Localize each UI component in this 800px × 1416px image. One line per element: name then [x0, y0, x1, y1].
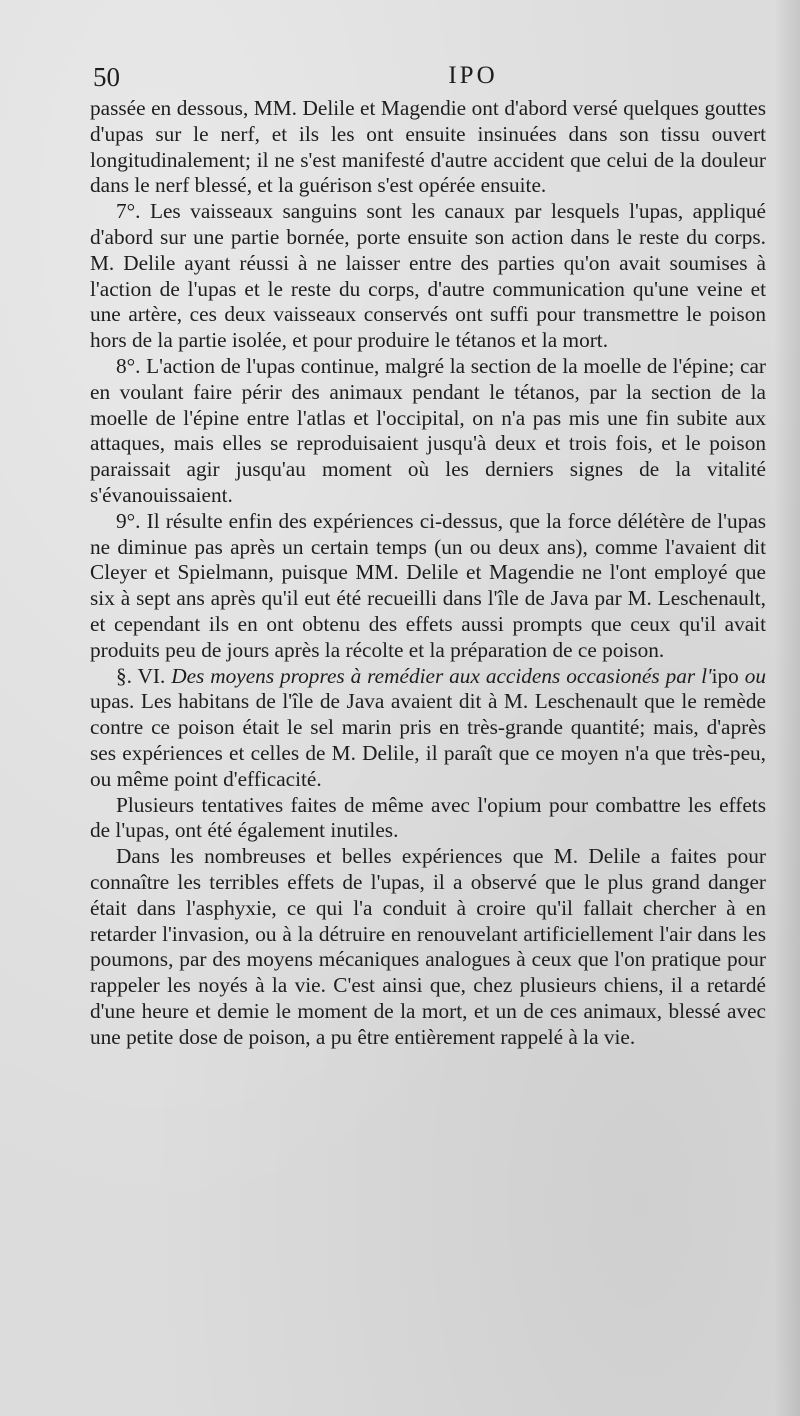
paragraph-continued: passée en dessous, MM. Delile et Magendie ont d'abord versé quelques gouttes d'upas sur le nerf, et ils les ont ensuite insinuées dans son tissu ouvert longitudinalement; il ne s'est manifesté d'autre accident que celui de la douleur dans le nerf blessé, et la guérison s'est opérée ensuite.: [90, 96, 766, 198]
paragraph-item-8: 8°. L'action de l'upas continue, malgré la section de la moelle de l'épine; car en voulant faire périr des animaux pendant le tétanos, par la section de la moelle de l'épine entre l'atlas et l'occipital, on n'a pas mis une fin subite aux attaques, mais elles se reproduisaient jusqu'à deux et trois fois, et le poison paraissait agir jusqu'au moment où les derniers signes de la vitalité s'évanouissaient.: [90, 353, 766, 507]
section-title-term: ipo: [711, 663, 745, 688]
body-text: [90, 96, 766, 1050]
paragraph-item-9: 9°. Il résulte enfin des expériences ci-dessus, que la force délétère de l'upas ne diminue pas après un certain temps (un ou deux ans), comme l'avaient dit Cleyer et Spielmann, puisque MM. Delile et Magendie ne l'ont employé que six à sept ans après qu'il eut été recueilli dans l'île de Java par M. Leschenault, et cependant ils en ont obtenu des effets aussi prompts que ceux qu'il avait produits peu de jours après la récolte et la préparation de ce poison.: [90, 508, 766, 662]
paragraph-opium: Plusieurs tentatives faites de même avec l'opium pour combattre les effets de l'upas, ont été également inutiles.: [90, 792, 766, 843]
running-head: IPO: [448, 62, 498, 89]
section-vi-paragraph: [90, 664, 766, 793]
section-title-connector: ou: [744, 663, 766, 688]
paragraph-asphyxia: Dans les nombreuses et belles expériences que M. Delile a faites pour connaître les terribles effets de l'upas, il a observé que le plus grand danger était dans l'asphyxie, ce qui l'a conduit à croire qu'il fallait chercher à en retarder l'invasion, ou à la détruire en renouvelant artificiellement l'air dans les poumons, par des moyens mécaniques analogues à ceux que l'on pratique pour rappeler les noyés à la vie. C'est ainsi que, chez plusieurs chiens, il a retardé d'une heure et demie le moment de la mort, et un de ces animaux, blessé avec une petite dose de poison, a pu être entièrement rappelé à la vie.: [90, 844, 766, 1049]
section-number: §. VI.: [116, 663, 172, 688]
page-edge-shadow: [774, 0, 800, 1416]
section-title: Des moyens propres à remédier aux accidens occasionés par l': [171, 663, 712, 688]
section-body: upas. Les habitans de l'île de Java avaient dit à M. Leschenault que le remède contre ce poison était le sel marin pris en très-grande quantité; mais, d'après ses expériences et celles de M. Delile, il paraît que ce moyen n'a que très-peu, ou même point d'efficacité.: [90, 689, 766, 791]
paragraph-item-7: 7°. Les vaisseaux sanguins sont les canaux par lesquels l'upas, appliqué d'abord sur une partie bornée, porte ensuite son action dans le reste du corps. M. Delile ayant réussi à ne laisser entre des parties qu'on avait soumises à l'action de l'upas et le reste du corps, d'autre communication qu'une veine et une artère, ces deux vaisseaux conservés ont suffi pour transmettre le poison hors de la partie isolée, et pour produire le tétanos et la mort.: [90, 199, 766, 353]
page-header: [93, 62, 765, 96]
page-number: 50: [93, 62, 120, 92]
